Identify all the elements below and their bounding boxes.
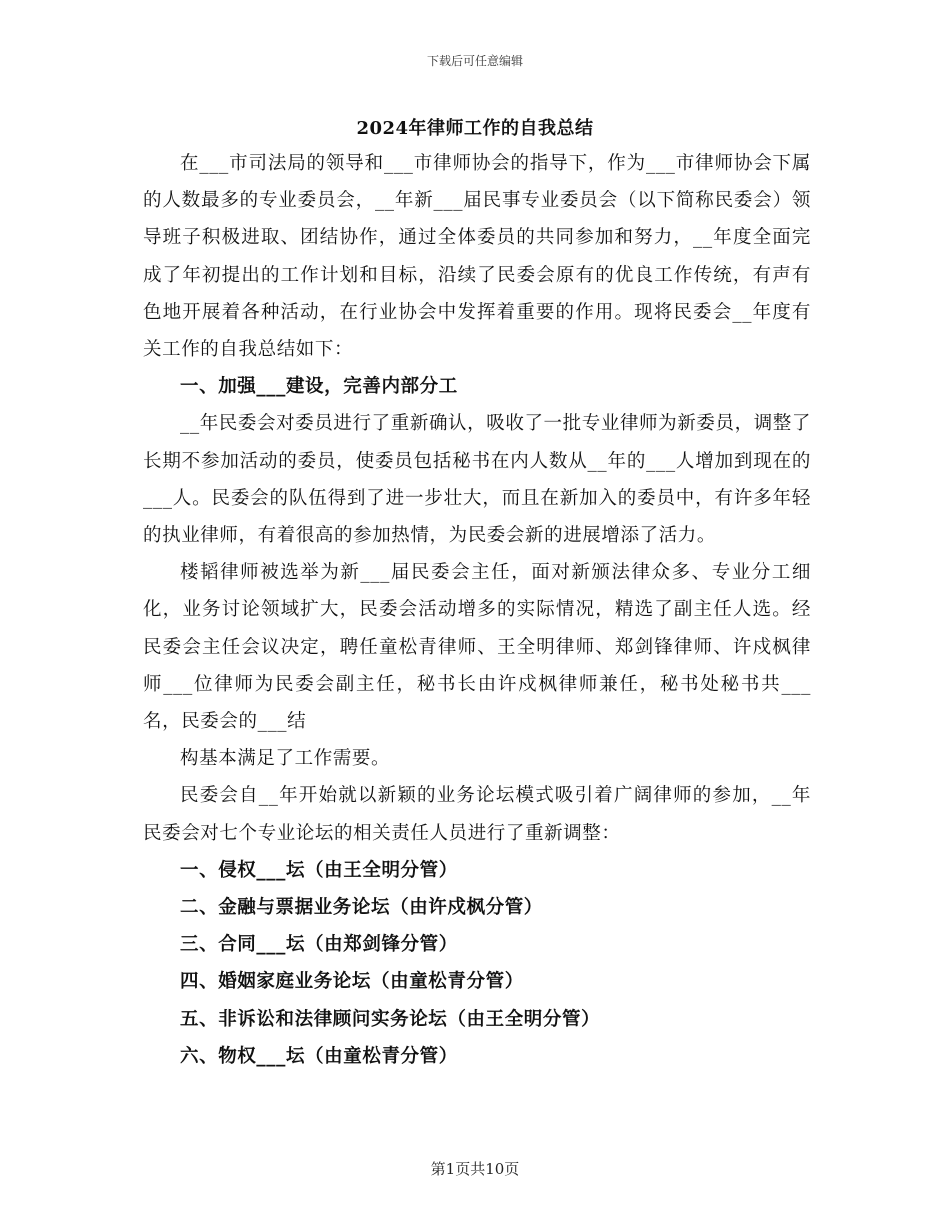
forum-item-5: 五、非诉讼和法律顾问实务论坛（由王全明分管）	[180, 1008, 601, 1030]
forums-paragraph: 民委会自__年开始就以新颖的业务论坛模式吸引着广阔律师的参加，__年民委会对七个专业论坛的相关责任人员进行了重新调整：	[143, 785, 811, 844]
document-body	[143, 145, 811, 1075]
section-heading-1: 一、加强___建设，完善内部分工	[180, 376, 458, 398]
forum-item-2: 二、金融与票据业务论坛（由许戍枫分管）	[180, 897, 543, 919]
forum-item-4: 四、婚姻家庭业务论坛（由童松青分管）	[180, 971, 524, 993]
page-number: 第1页共10页	[430, 1160, 520, 1178]
page-header: 下载后可任意编辑	[426, 54, 523, 68]
forum-item-6: 六、物权___坛（由童松青分管）	[180, 1045, 458, 1067]
members-paragraph: __年民委会对委员进行了重新确认，吸收了一批专业律师为新委员，调整了长期不参加活动的委员，使委员包括秘书在内人数从__年的___人增加到现在的___人。民委会的队伍得到了进一步壮大，而且在新加入的委员中，有许多年轻的执业律师，有着很高的参加热情，为民委会新的进展增添了活力。	[143, 413, 811, 547]
intro-paragraph: 在___市司法局的领导和___市律师协会的指导下，作为___市律师协会下属的人数最多的专业委员会，__年新___届民事专业委员会（以下简称民委会）领导班子积极进取、团结协作，通过全体委员的共同参加和努力，__年度全面完成了年初提出的工作计划和目标，沿续了民委会原有的优良工作传统，有声有色地开展着各种活动，在行业协会中发挥着重要的作用。现将民委会__年度有关工作的自我总结如下：	[143, 153, 811, 361]
forum-item-1: 一、侵权___坛（由王全明分管）	[180, 859, 458, 881]
leadership-paragraph-continued: 构基本满足了工作需要。	[180, 748, 391, 770]
forum-item-3: 三、合同___坛（由郑剑锋分管）	[180, 934, 458, 956]
leadership-paragraph: 楼韬律师被选举为新___届民委会主任，面对新颁法律众多、专业分工细化，业务讨论领域扩大，民委会活动增多的实际情况，精选了副主任人选。经民委会主任会议决定，聘任童松青律师、王全明律师、郑剑锋律师、许戍枫律师___位律师为民委会副主任，秘书长由许戍枫律师兼任，秘书处秘书共___名，民委会的___结	[143, 562, 811, 733]
document-title: 2024年律师工作的自我总结	[356, 118, 594, 139]
